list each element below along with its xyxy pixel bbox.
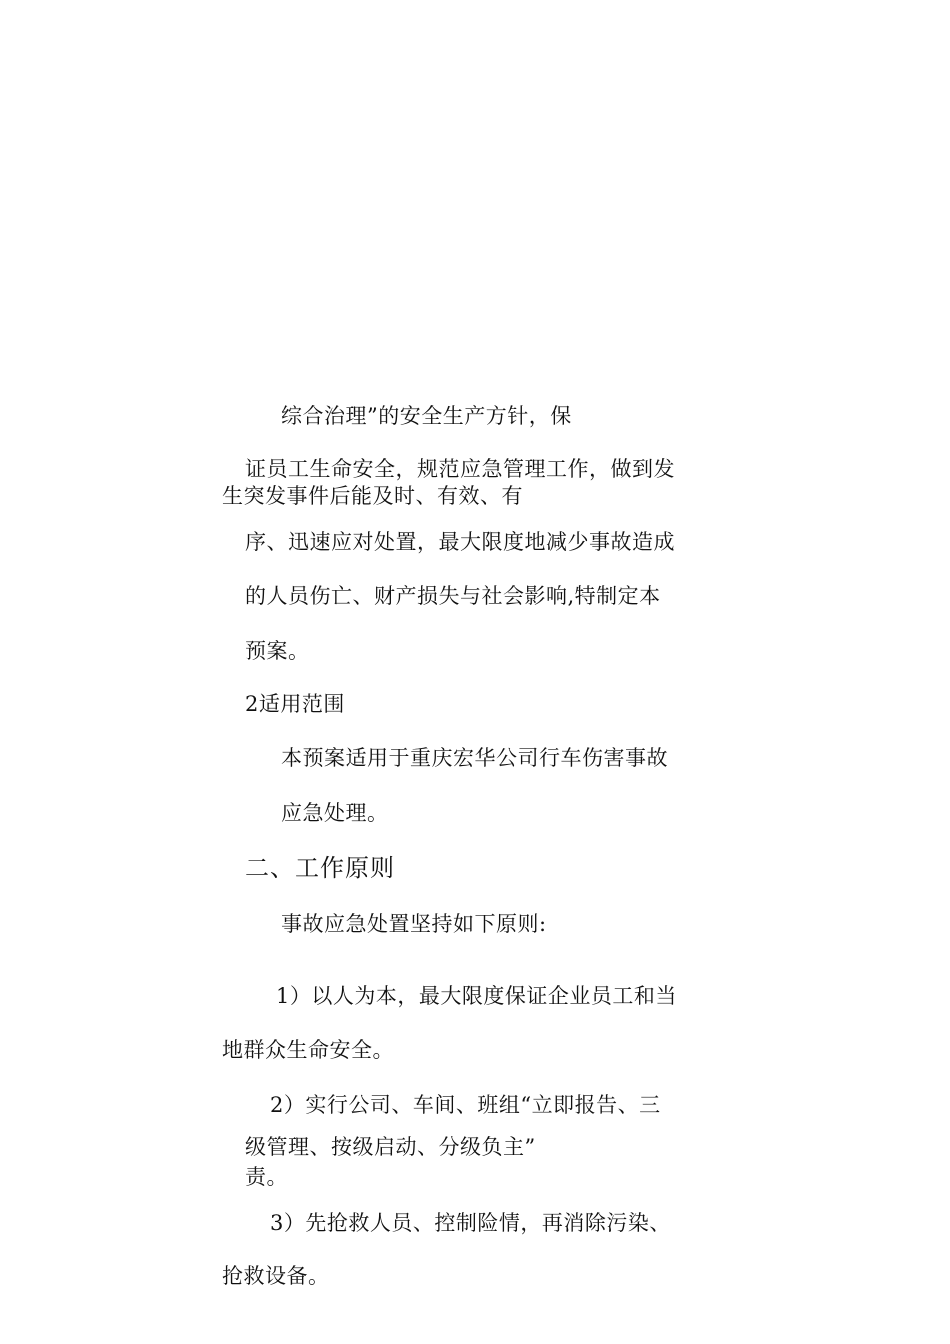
paragraph-line: 的人员伤亡、财产损失与社会影响,特制定本	[245, 584, 661, 608]
list-item-continuation: 抢救设备。	[222, 1264, 330, 1288]
paragraph-line: 本预案适用于重庆宏华公司行车伤害事故	[281, 746, 668, 770]
paragraph-line: 应急处理。	[281, 801, 389, 825]
list-item: 2）实行公司、车间、班组“立即报告、三	[270, 1093, 661, 1117]
list-item-continuation: 地群众生命安全。	[222, 1038, 394, 1062]
paragraph-line: 预案。	[245, 639, 310, 663]
chapter-heading: 二、工作原则	[245, 854, 395, 882]
list-item: 1）以人为本，最大限度保证企业员工和当	[276, 984, 677, 1008]
paragraph-line: 事故应急处置坚持如下原则:	[281, 912, 547, 936]
paragraph-line: 生突发事件后能及时、有效、有	[222, 484, 523, 508]
paragraph-line: 序、迅速应对处置，最大限度地减少事故造成	[245, 530, 675, 554]
list-item-continuation: 责。	[245, 1165, 288, 1189]
paragraph-line: 综合治理”的安全生产方针，保	[281, 404, 572, 428]
list-item-continuation: 级管理、按级启动、分级负主”	[245, 1135, 536, 1159]
section-heading: 2适用范围	[245, 692, 345, 716]
list-item: 3）先抢救人员、控制险情，再消除污染、	[270, 1211, 671, 1235]
paragraph-line: 证员工生命安全，规范应急管理工作，做到发	[245, 457, 675, 481]
